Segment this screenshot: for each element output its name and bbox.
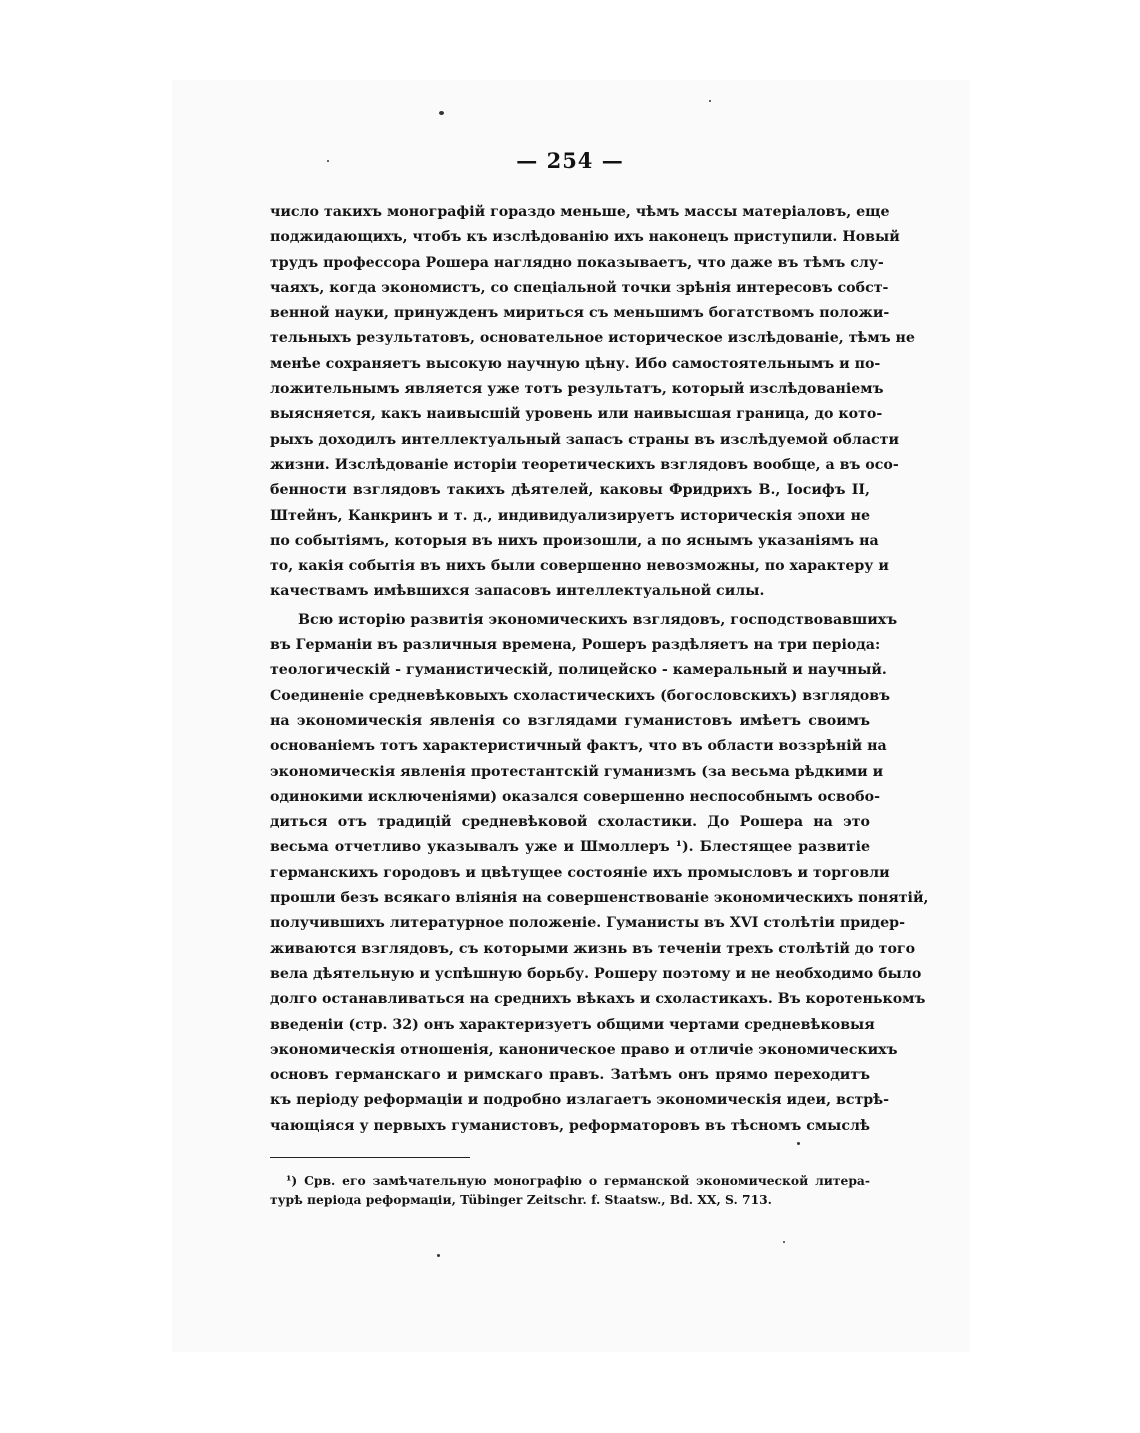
text-line: прошли безъ всякаго вліянія на совершенствованіе экономическихъ понятій, (270, 890, 929, 907)
text-line: диться отъ традицій средневѣковой схоластики. До Рошера на это (270, 814, 870, 831)
page-number: — 254 — (516, 148, 624, 173)
text-line: германскихъ городовъ и цвѣтущее состояніе ихъ промысловъ и торговли (270, 864, 890, 881)
text-line: венной науки, принужденъ мириться съ меньшимъ богатствомъ положи- (270, 305, 890, 322)
text-line: теологическій - гуманистическій, полицейско - камеральный и научный. (270, 662, 887, 679)
text-line: жизни. Изслѣдованіе исторіи теоретическихъ взглядовъ вообще, а въ осо- (270, 456, 899, 473)
text-line: бенности взглядовъ такихъ дѣятелей, каковы Фридрихъ В., Іосифъ II, (270, 482, 870, 499)
text-line: тельныхъ результатовъ, основательное историческое изслѣдованіе, тѣмъ не (270, 330, 915, 347)
text-line: экономическія отношенія, каноническое право и отличіе экономическихъ (270, 1041, 898, 1058)
text-line: одинокими исключеніями) оказался совершенно неспособнымъ освобо- (270, 788, 880, 805)
text-line: Штейнъ, Канкринъ и т. д., индивидуализируетъ историческія эпохи не (270, 507, 870, 524)
text-line: основъ германскаго и римскаго правъ. Затѣмъ онъ прямо переходитъ (270, 1067, 870, 1084)
text-line: то, какія событія въ нихъ были совершенно невозможны, по характеру и (270, 558, 889, 575)
text-line: къ періоду реформаціи и подробно излагаетъ экономическія идеи, встрѣ- (270, 1092, 890, 1109)
text-line: по событіямъ, которыя въ нихъ произошли, а по яснымъ указаніямъ на (270, 532, 879, 549)
body-text (270, 200, 929, 1139)
text-line: рыхъ доходилъ интеллектуальный запасъ страны въ изслѣдуемой области (270, 431, 899, 448)
text-line: число такихъ монографій гораздо меньше, чѣмъ массы матеріаловъ, еще (270, 204, 890, 220)
text-line: трудъ профессора Рошера наглядно показываетъ, что даже въ тѣмъ слу- (270, 254, 884, 271)
text-line: долго останавливаться на среднихъ вѣкахъ и схоластикахъ. Въ коротенькомъ (270, 991, 926, 1008)
scan-speck (437, 1254, 440, 1257)
text-line: экономическія явленія протестантскій гуманизмъ (за весьма рѣдкими и (270, 763, 884, 780)
footnote (270, 1171, 870, 1209)
text-line: весьма отчетливо указывалъ уже и Шмоллеръ ¹). Блестящее развитіе (270, 839, 870, 856)
scan-speck (783, 1241, 785, 1243)
text-line: чающіяся у первыхъ гуманистовъ, реформаторовъ въ тѣсномъ смыслѣ (270, 1117, 870, 1134)
text-line: на экономическія явленія со взглядами гуманистовъ имѣетъ своимъ (270, 712, 870, 729)
scan-speck (439, 111, 444, 115)
text-line: основаніемъ тотъ характеристичный фактъ, что въ области воззрѣній на (270, 738, 887, 755)
text-line: поджидающихъ, чтобъ къ изслѣдованію ихъ наконецъ приступили. Новый (270, 229, 900, 246)
text-line: качествамъ имѣвшихся запасовъ интеллектуальной силы. (270, 583, 765, 600)
text-line: чаяхъ, когда экономистъ, со спеціальной точки зрѣнія интересовъ собст- (270, 279, 889, 296)
scan-speck (797, 1142, 800, 1145)
paragraph-1 (270, 200, 915, 605)
text-line: въ Германіи въ различныя времена, Рошеръ раздѣляетъ на три періода: (270, 637, 881, 654)
footnote-line: ¹) Срв. его замѣчательную монографію о германской экономической литера- (286, 1173, 870, 1188)
text-line: ложительнымъ является уже тотъ результатъ, который изслѣдованіемъ (270, 381, 884, 398)
text-line: Всю исторію развитія экономическихъ взглядовъ, господствовавшихъ (298, 611, 898, 628)
paragraph-2 (270, 608, 929, 1139)
text-line: живаются взглядовъ, съ которыми жизнь въ теченіи трехъ столѣтій до того (270, 940, 916, 957)
footnote-line: турѣ періода реформаціи, Tübinger Zeitschr. f. Staatsw., Bd. XX, S. 713. (270, 1192, 772, 1207)
footnote-divider (270, 1157, 470, 1158)
text-line: Соединеніе средневѣковыхъ схоластическихъ (богословскихъ) взглядовъ (270, 687, 890, 704)
scan-speck (709, 100, 711, 102)
text-line: менѣе сохраняетъ высокую научную цѣну. Ибо самостоятельнымъ и по- (270, 355, 881, 372)
text-line: выясняется, какъ наивысшій уровень или наивысшая граница, до кото- (270, 406, 883, 423)
text-line: введеніи (стр. 32) онъ характеризуетъ общими чертами средневѣковыя (270, 1016, 875, 1033)
text-line: вела дѣятельную и успѣшную борьбу. Рошеру поэтому и не необходимо было (270, 965, 922, 982)
text-line: получившихъ литературное положеніе. Гуманисты въ XVI столѣтіи придер- (270, 915, 905, 932)
